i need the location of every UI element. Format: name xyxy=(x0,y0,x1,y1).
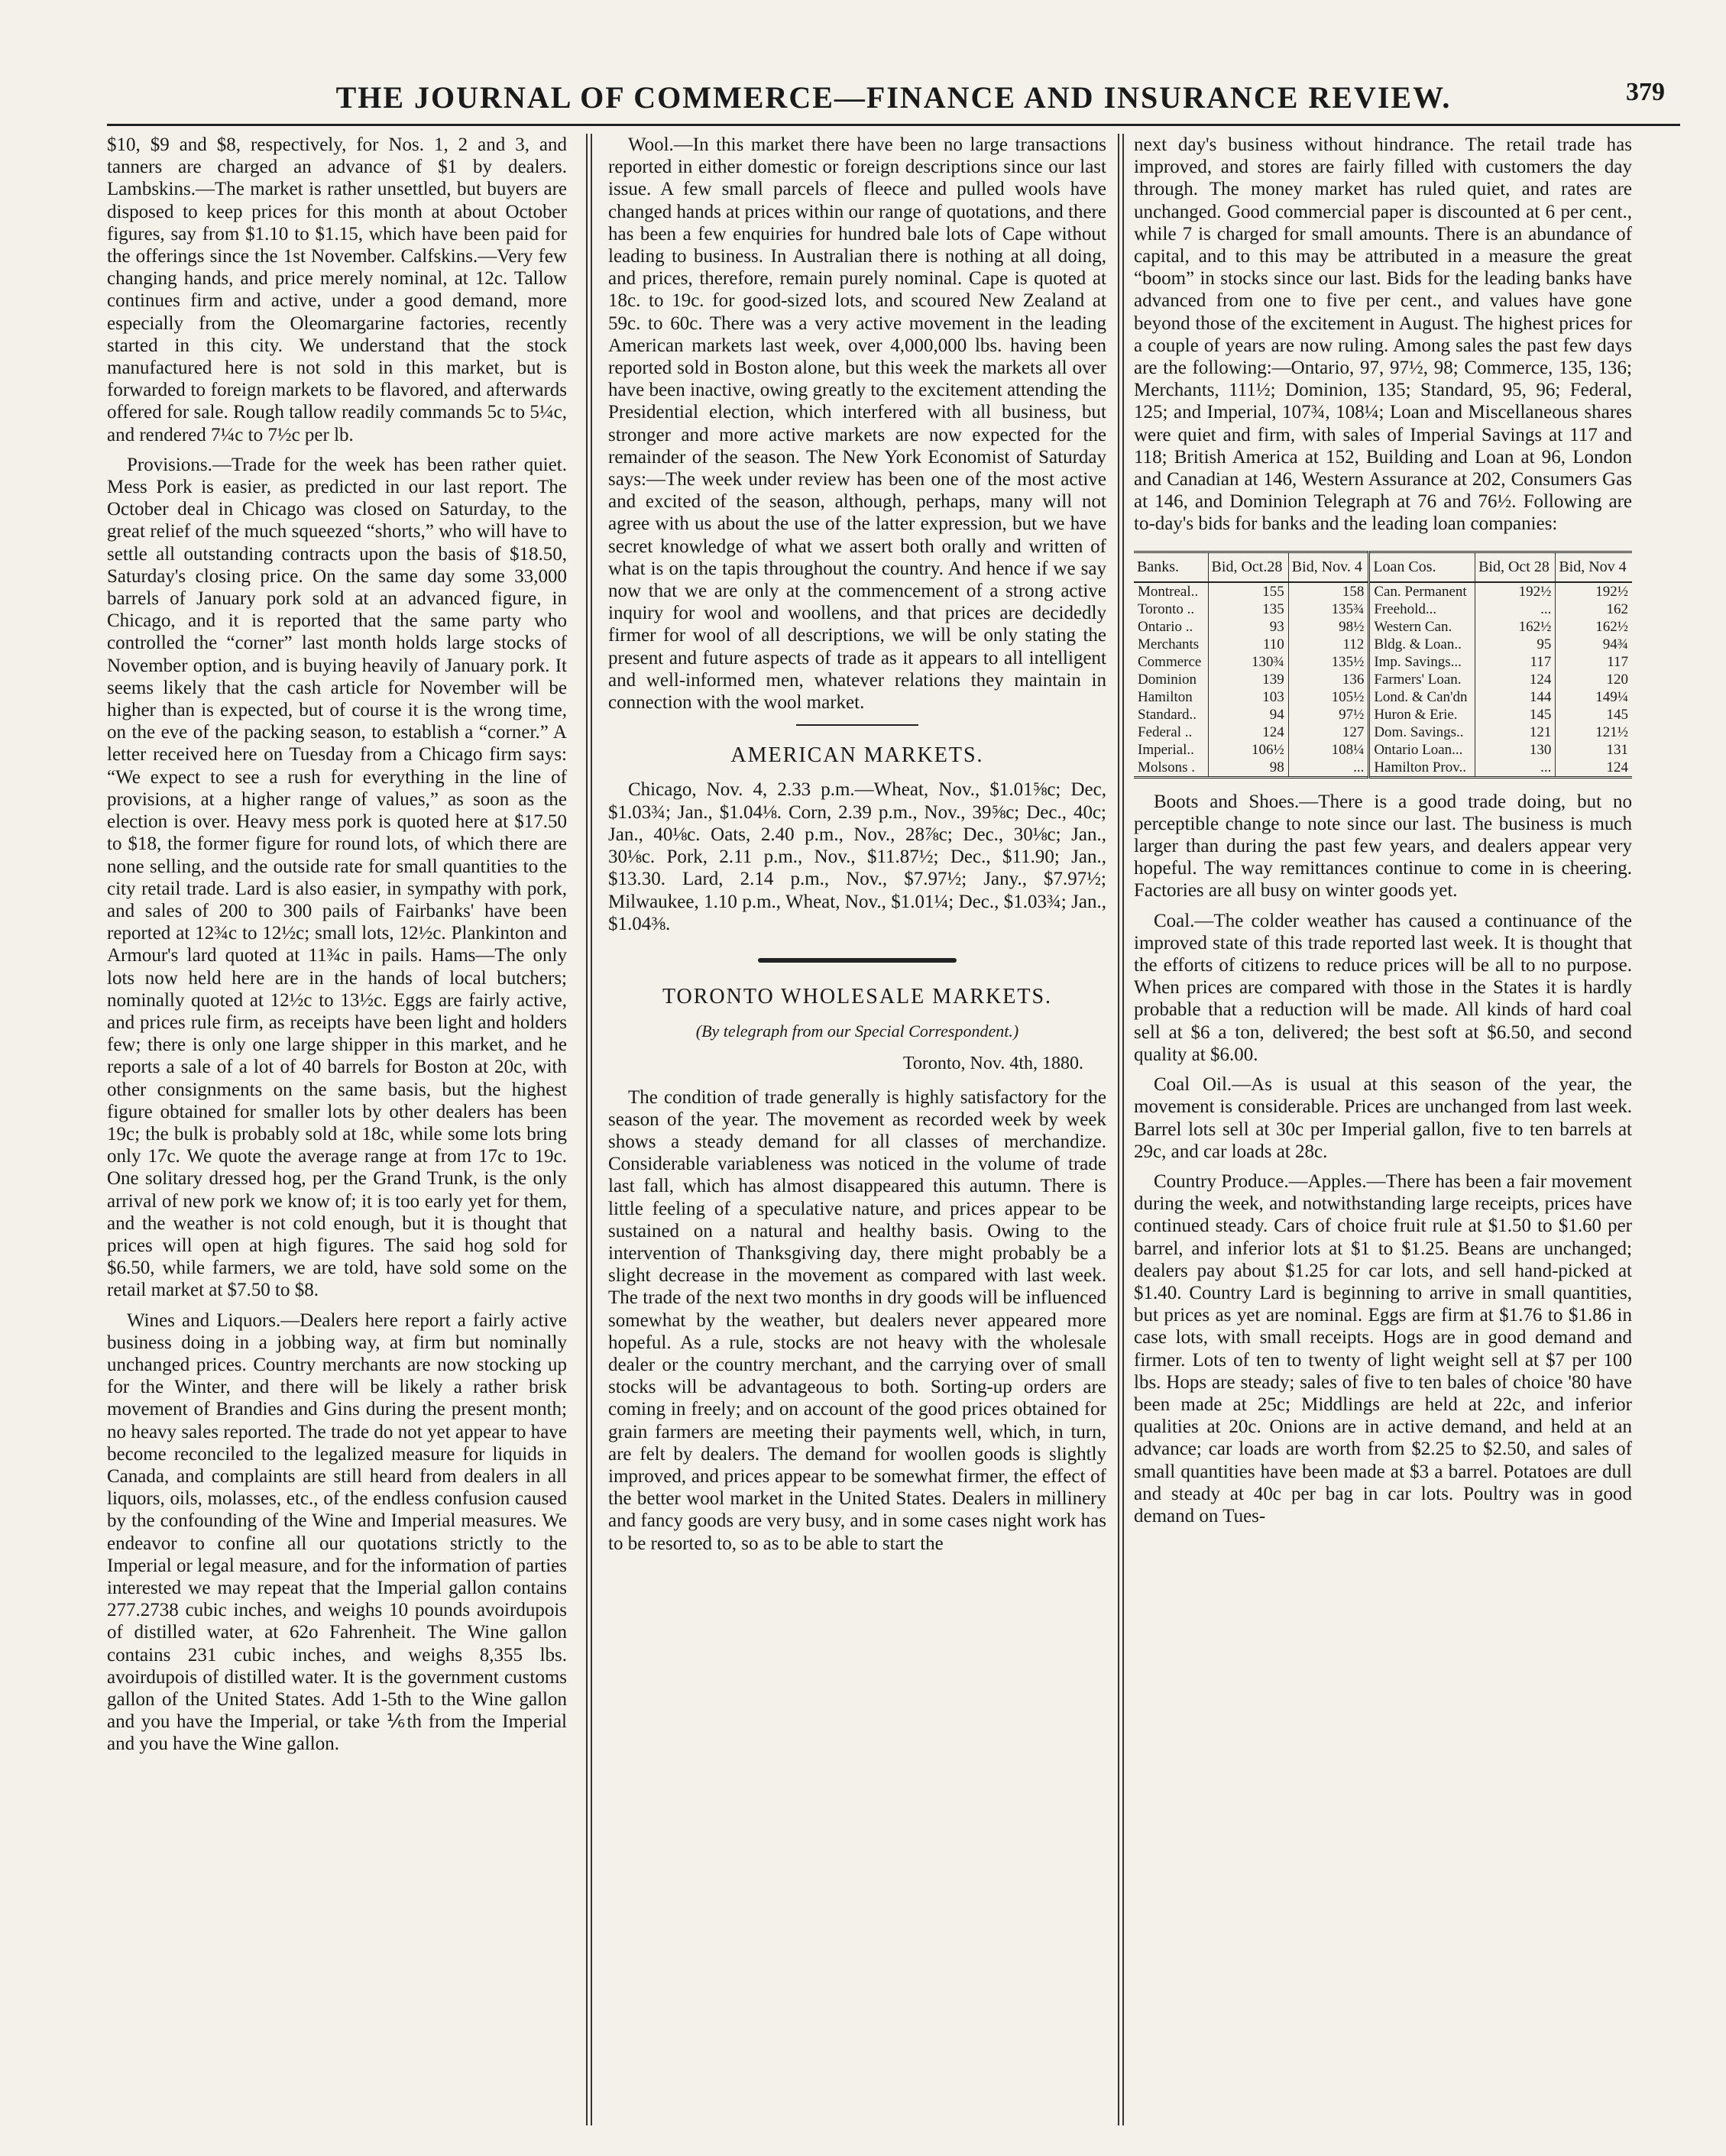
table-cell: Farmers' Loan. xyxy=(1369,671,1475,688)
table-cell: ... xyxy=(1288,759,1369,778)
table-cell: 120 xyxy=(1556,671,1632,688)
table-cell: 130 xyxy=(1475,741,1556,759)
table-row xyxy=(1134,636,1632,653)
table-cell: ... xyxy=(1475,601,1556,618)
table-cell: 98½ xyxy=(1288,618,1369,636)
table-row xyxy=(1134,582,1632,601)
table-cell: Merchants xyxy=(1138,636,1200,652)
table-header-cell: Loan Cos. xyxy=(1369,552,1475,582)
american-markets-heading: AMERICAN MARKETS. xyxy=(730,743,984,768)
table-cell: 121½ xyxy=(1556,724,1632,741)
table-cell: 124 xyxy=(1556,759,1632,778)
column-2 xyxy=(608,134,1106,2133)
table-cell: 106½ xyxy=(1208,741,1288,759)
provisions-paragraph: Provisions.—Trade for the week has been rather quiet. Mess Pork is easier, as predicted in our last report. The October deal in Chicago was closed on Saturday, to the great relief of the much squeezed “shorts,” who will have to settle all outstanding contracts upon the basis of $18.50, Saturday's closing price. On the same day some 33,000 barrels of January pork sold at an advanced figure, in Chicago, and it is reported that the same party who controlled the “corner” last month holds large stocks of November option, and is buying heavily of January pork. It seems likely that the cash article for November will be higher than is expected, but of course it is the wrong time, on the eve of the packing season, to establish a “corner.” A letter received here on Tuesday from a Chicago firm says: “We expect to see a rush for everything in the line of provisions, at a higher range of values,” as soon as the election is over. Heavy mess pork is quoted here at $17.50 to $18, the former figure for round lots, of which there are none selling, and the outside rate for small quantities to the city retail trade. Lard is also easier, in sympathy with pork, and sales of 200 to 300 pails of Fairbanks' have been reported at 12¾c to 12½c; small lots, 12½c. Plankinton and Armour's lard quoted at 11¾c in pails. Hams—The only lots now held here are in the hands of local butchers; nominally quoted at 12½c to 13½c. Eggs are fairly active, and prices rule firm, as receipts have been light and holders few; there is only one large shipper in this market, and he reports a sale of a lot of 40 barrels for Boston at 20c, with other consignments on the same basis, but the highest figure obtained for smaller lots by other dealers has been 19c; the bulk is probably sold at 18c, while some lots bring only 17c. We quote the average range at from 17c to 19c. One solitary dressed hog, per the Grand Trunk, is the only arrival of new pork we know of; it is too early yet for them, and the weather is not cold enough, but it is thought that prices will open at high figures. The said hog sold for $6.50, while farmers, we are told, have sold some on the retail market at $7.50 to $8. xyxy=(107,454,567,1301)
table-row xyxy=(1134,706,1632,724)
column-rule xyxy=(591,134,592,2125)
table-cell: 192½ xyxy=(1475,582,1556,601)
table-cell: 158 xyxy=(1288,582,1369,601)
table-cell: Hamilton xyxy=(1138,688,1193,705)
table-cell: Ontario Loan... xyxy=(1369,741,1475,759)
coal-paragraph: Coal.—The colder weather has caused a continuance of the improved state of this trade reported last week. It is thought that the efforts of citizens to reduce prices will be all to no purpose. When prices are compared with those in the States it is hardly probable that a reduction will be made. All kinds of hard coal sell at $6 a ton, delivered; the best soft at $6.50, and second quality at $6.00. xyxy=(1134,910,1632,1065)
table-row xyxy=(1134,671,1632,688)
table-cell: Western Can. xyxy=(1369,618,1475,636)
toronto-dateline: Toronto, Nov. 4th, 1880. xyxy=(902,1054,1083,1074)
table-cell: 93 xyxy=(1208,618,1288,636)
table-cell: Huron & Erie. xyxy=(1369,706,1475,724)
column-1 xyxy=(107,134,567,2133)
table-cell: 130¾ xyxy=(1208,653,1288,671)
column-rule xyxy=(586,134,588,2125)
table-cell: 121 xyxy=(1475,724,1556,741)
table-cell: 144 xyxy=(1475,688,1556,706)
masthead-title: THE JOURNAL OF COMMERCE—FINANCE AND INSURANCE REVIEW. xyxy=(335,79,1452,115)
table-body xyxy=(1134,582,1632,778)
table-header-cell: Banks. xyxy=(1137,558,1179,575)
table-cell: 117 xyxy=(1475,653,1556,671)
table-cell: Federal .. xyxy=(1138,724,1193,740)
table-header-cell: Bid, Nov 4 xyxy=(1556,552,1632,582)
table-cell: Imperial.. xyxy=(1138,741,1194,758)
table-cell: 103 xyxy=(1208,688,1288,706)
table-cell: Standard.. xyxy=(1138,706,1197,723)
table-cell: Lond. & Can'dn xyxy=(1369,688,1475,706)
table-cell: 127 xyxy=(1288,724,1369,741)
table-cell: 94¾ xyxy=(1556,636,1632,653)
table-cell: 124 xyxy=(1208,724,1288,741)
table-cell: 95 xyxy=(1475,636,1556,653)
table-header-cell: Bid, Nov. 4 xyxy=(1288,552,1369,582)
table-cell: Imp. Savings... xyxy=(1369,653,1475,671)
toronto-markets-subheading: (By telegraph from our Special Correspondent.) xyxy=(695,1021,1019,1041)
table-cell: 135½ xyxy=(1288,653,1369,671)
column-rule xyxy=(1118,134,1119,2125)
table-cell: 108¼ xyxy=(1288,741,1369,759)
table-row xyxy=(1134,759,1632,778)
table-cell: Hamilton Prov.. xyxy=(1369,759,1475,778)
wool-paragraph: Wool.—In this market there have been no large transactions reported in either domestic or foreign descriptions since our last issue. A few small parcels of fleece and pulled wools have changed hands at prices within our range of quotations, and there has been a few enquiries for hundred bale lots of Cape without leading to business. In Australian there is nothing at all doing, and prices, therefore, remain purely nominal. Cape is quoted at 18c. to 19c. for good-sized lots, and scoured New Zealand at 59c. to 60c. There was a very active movement in the leading American markets last week, over 4,000,000 lbs. having been reported sold in Boston alone, but this week the markets all over have been inactive, owing greatly to the excitement attending the Presidential election, which interfered with all business, but stronger and more active markets are now expected for the remainder of the season. The New York Economist of Saturday says:—The week under review has been one of the most active and excited of the season, although, perhaps, many will not agree with us about the use of the latter expression, but we have secret knowledge of what we assert both orally and written of what is on the tapis throughout the country. And hence if we say now that we are only at the commencement of a strong active inquiry for wool and woollens, and that prices are decidedly firmer for wool of all descriptions, we will be only stating the present and future aspects of trade as it appears to all intelligent and well-informed men, whatever relations they maintain in connection with the wool market. xyxy=(608,134,1106,714)
section-divider xyxy=(796,724,918,726)
table-cell: 131 xyxy=(1556,741,1632,759)
page-number: 379 xyxy=(1626,78,1665,106)
table-cell: 110 xyxy=(1208,636,1288,653)
table-cell: Ontario .. xyxy=(1138,618,1193,635)
table-cell: 192½ xyxy=(1556,582,1632,601)
hides-paragraph: $10, $9 and $8, respectively, for Nos. 1, 2 and 3, and tanners are charged an advance of $1 by dealers. Lambskins.—The market is rather unsettled, but buyers are disposed to keep prices for this month at about October figures, say from $1.10 to $1.15, which have been paid for the offerings since the 1st November. Calfskins.—Very few changing hands, and price merely nominal, at 12c. Tallow continues firm and active, under a good demand, more especially from the Oleomargarine factories, recently started in this city. We understand that the stock manufactured here is not sold in this market, but is forwarded to foreign markets to be flavored, and afterwards offered for sale. Rough tallow readily commands 5c to 5¼c, and rendered 7¼c to 7½c per lb. xyxy=(107,134,567,445)
table-cell: 97½ xyxy=(1288,706,1369,724)
table-row xyxy=(1134,601,1632,618)
section-divider xyxy=(758,958,957,963)
table-cell: 145 xyxy=(1475,706,1556,724)
money-market-paragraph: next day's business without hindrance. The retail trade has improved, and stores are fairly filled with customers the day through. The money market has ruled quiet, and rates are unchanged. Good commercial paper is discounted at 6 per cent., while 7 is charged for small amounts. There is an abundance of capital, and to this may be attributed in a measure the great “boom” in stocks since our last. Bids for the leading banks have advanced from one to five per cent., and values have gone beyond those of the excitement in August. The highest prices for a couple of years are now ruling. Among sales the past few days are the following:—Ontario, 97, 97½, 98; Commerce, 135, 136; Merchants, 111½; Dominion, 135; Standard, 95, 96; Federal, 125; and Imperial, 107¾, 108¼; Loan and Miscellaneous shares were quiet and firm, with sales of Imperial Savings at 117 and 118; British America at 152, Building and Loan at 96, London and Canadian at 146, Western Assurance at 202, Consumers Gas at 146, and Dominion Telegraph at 76 and 76½. Following are to-day's bids for banks and the leading loan companies: xyxy=(1134,134,1632,535)
table-cell: Bldg. & Loan.. xyxy=(1369,636,1475,653)
table-cell: 162 xyxy=(1556,601,1632,618)
table-cell: Can. Permanent xyxy=(1369,582,1475,601)
table-cell: Commerce xyxy=(1138,653,1202,670)
table-cell: 135¾ xyxy=(1288,601,1369,618)
bank-bids-table xyxy=(1134,551,1632,779)
table-cell: Toronto .. xyxy=(1138,601,1195,617)
boots-shoes-paragraph: Boots and Shoes.—There is a good trade doing, but no perceptible change to note since our last. The business is much larger than during the past few years, and dealers appear very hopeful. The way remittances continue to come in is cheering. Factories are all busy on winter goods yet. xyxy=(1134,791,1632,902)
table-cell: 136 xyxy=(1288,671,1369,688)
table-cell: 98 xyxy=(1208,759,1288,778)
table-cell: Dom. Savings.. xyxy=(1369,724,1475,741)
table-cell: 112 xyxy=(1288,636,1369,653)
table-row xyxy=(1134,741,1632,759)
american-markets-text: Chicago, Nov. 4, 2.33 p.m.—Wheat, Nov., $1.01⅝c; Dec, $1.03¾; Jan., $1.04⅛. Corn, 2.39 p.m., Nov., 39⅝c; Dec., 40c; Jan., 40⅛c. Oats, 2.40 p.m., Nov., 28⅞c; Dec., 30⅛c; Jan., 30⅛c. Pork, 2.11 p.m., Nov., $11.87½; Dec., $11.90; Jan., $13.30. Lard, 2.14 p.m., Nov., $7.97½; Jany., $7.97½; Milwaukee, 1.10 p.m., Wheat, Nov., $1.01¼; Dec., $1.03¾; Jan., $1.04⅜. xyxy=(608,779,1106,934)
table-cell: 162½ xyxy=(1475,618,1556,636)
coal-oil-paragraph: Coal Oil.—As is usual at this season of the year, the movement is considerable. Prices are unchanged from last week. Barrel lots sell at 30c per Imperial gallon, five to ten barrels at 29c, and car loads at 28c. xyxy=(1134,1074,1632,1162)
country-produce-paragraph: Country Produce.—Apples.—There has been a fair movement during the week, and notwithstanding large receipts, prices have continued steady. Cars of choice fruit rule at $1.50 to $1.60 per barrel, and inferior lots at $1 to $1.25. Beans are unchanged; dealers pay about $1.25 for car lots, and sell hand-picked at $1.40. Country Lard is beginning to arrive in small quantities, but prices as yet are nominal. Eggs are firm at $1.76 to $1.86 in case lots, with small receipts. Hogs are in good demand and firmer. Lots of ten to twenty of light weight sell at $7 per 100 lbs. Hops are steady; sales of five to ten bales of choice '80 have been made at 25c; Middlings are held at 22c, and inferior qualities at 20c. Onions are in active demand, and held at an advance; car loads are worth from $2.25 to $2.50, and sales of small quantities have been made at $3 a barrel. Potatoes are dull and steady at 40c per bag in car lots. Poultry was in good demand on Tues- xyxy=(1134,1170,1632,1526)
table-cell: 117 xyxy=(1556,653,1632,671)
table-header-cell: Bid, Oct.28 xyxy=(1208,552,1288,582)
column-3 xyxy=(1134,134,1632,2133)
table-cell: 124 xyxy=(1475,671,1556,688)
page-header xyxy=(107,70,1680,126)
trade-conditions-paragraph: The condition of trade generally is highly satisfactory for the season of the year. The movement as recorded week by week shows a steady demand for all classes of merchandize. Considerable variableness was noticed in the volume of trade last fall, which has almost disappeared this autumn. There is little feeling of a speculative nature, and prices appear to be sustained on a natural and healthy basis. Owing to the intervention of Thanksgiving day, there might probably be a slight decrease in the movement as compared with last week. The trade of the next two months in dry goods will be influenced somewhat by the weather, but dealers never appeared more hopeful. As a rule, stocks are not heavy with the wholesale dealer or the country merchant, and the carrying over of small stocks will be advantageous to both. Sorting-up orders are coming in freely; and on account of the good prices obtained for grain farmers are meeting their payments well, which, in turn, are felt by dealers. The demand for woollen goods is slightly improved, and prices appear to be somewhat firmer, the effect of the better wool market in the United States. Dealers in millinery and fancy goods are very busy, and in some cases night work has to be resorted to, so as to be able to start the xyxy=(608,1086,1106,1554)
table-cell: 145 xyxy=(1556,706,1632,724)
table-cell: 155 xyxy=(1208,582,1288,601)
table-row xyxy=(1134,724,1632,741)
table-cell: 135 xyxy=(1208,601,1288,618)
table-row xyxy=(1134,688,1632,706)
table-cell: Freehold... xyxy=(1369,601,1475,618)
table-header-row xyxy=(1134,552,1632,582)
table-cell: 149¼ xyxy=(1556,688,1632,706)
toronto-markets-heading: TORONTO WHOLESALE MARKETS. xyxy=(662,984,1053,1008)
table-row xyxy=(1134,618,1632,636)
table-row xyxy=(1134,653,1632,671)
table-cell: Montreal.. xyxy=(1138,583,1199,600)
table-cell: 162½ xyxy=(1556,618,1632,636)
column-rule xyxy=(1122,134,1124,2125)
table-cell: Molsons . xyxy=(1138,759,1195,775)
table-cell: 105½ xyxy=(1288,688,1369,706)
table-cell: Dominion xyxy=(1138,671,1197,688)
table-cell: ... xyxy=(1475,759,1556,778)
wines-liquors-paragraph: Wines and Liquors.—Dealers here report a fairly active business doing in a jobbing way, at firm but nominally unchanged prices. Country merchants are now stocking up for the Winter, and there will be likely a rather brisk movement of Brandies and Gins during the present month; no heavy sales reported. The trade do not yet appear to have become reconciled to the legalized measure for liquids in Canada, and complaints are still heard from dealers in all liquors, oils, molasses, etc., of the endless confusion caused by the confounding of the Wine and Imperial measures. We endeavor to confine all our quotations strictly to the Imperial or legal measure, and for the information of parties interested we may repeat that the Imperial gallon contains 277.2738 cubic inches, and weighs 10 pounds avoirdupois of distilled water, at 62o Fahrenheit. The Wine gallon contains 231 cubic inches, and weighs 8,355 lbs. avoirdupois of distilled water. It is the government customs gallon of the United States. Add 1-5th to the Wine gallon and you have the Imperial, or take ⅙th from the Imperial and you have the Wine gallon. xyxy=(107,1309,567,1755)
table-header-cell: Bid, Oct 28 xyxy=(1475,552,1556,582)
table-cell: 139 xyxy=(1208,671,1288,688)
table-cell: 94 xyxy=(1208,706,1288,724)
